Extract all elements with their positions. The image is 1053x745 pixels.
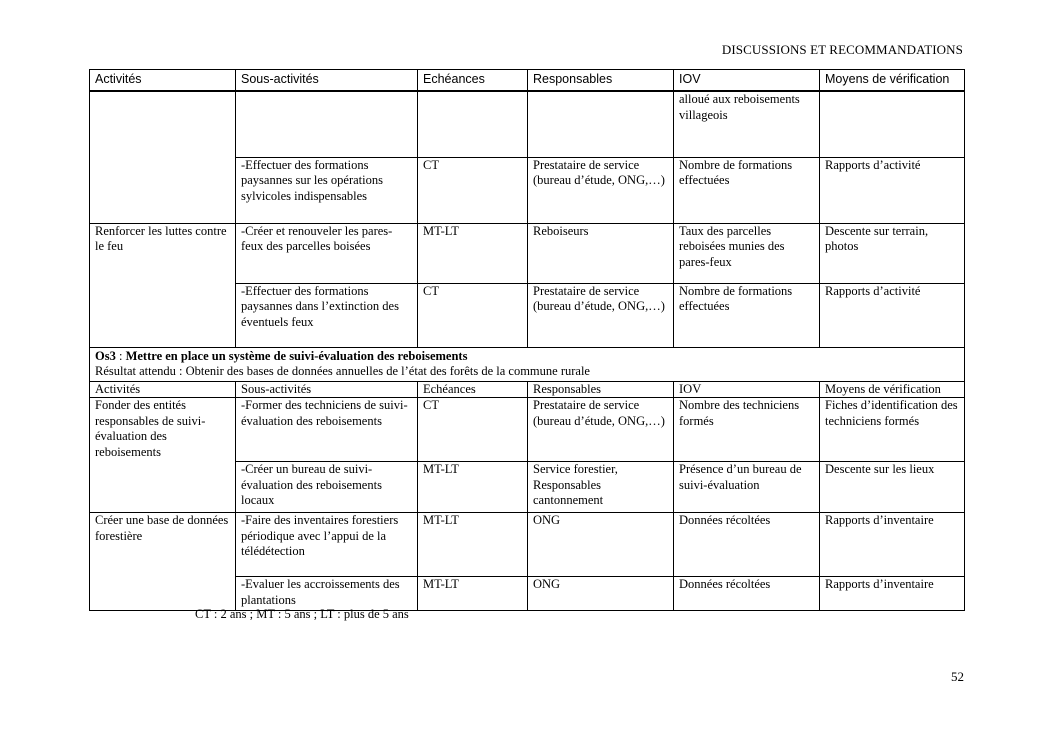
table-row (90, 223, 965, 283)
col-header-echeances: Echéances (418, 70, 528, 92)
cell-moyens: Rapports d’inventaire (820, 513, 965, 577)
cell-iov: Nombre de formations effectuées (674, 157, 820, 223)
cell-iov: Taux des parcelles reboisées munies des pares-feux (674, 223, 820, 283)
table-row (90, 283, 965, 347)
cell-moyens: Rapports d’inventaire (820, 577, 965, 611)
table-row (90, 462, 965, 513)
recommendations-table (89, 69, 965, 611)
cell-responsable (528, 91, 674, 157)
cell-sous-activite: -Former des techniciens de suivi-évaluation des reboisements (236, 398, 418, 462)
subheader-responsables: Responsables (528, 381, 674, 398)
os3-section-cell (90, 347, 965, 381)
cell-activite: Créer une base de données forestière (90, 513, 236, 577)
footnote: CT : 2 ans ; MT : 5 ans ; LT : plus de 5 ans (195, 607, 409, 621)
cell-moyens: Rapports d’activité (820, 157, 965, 223)
cell-echeance: CT (418, 157, 528, 223)
cell-responsable: Service forestier, Responsables cantonnement (528, 462, 674, 513)
col-header-sous-activites: Sous-activités (236, 70, 418, 92)
cell-sous-activite: -Evaluer les accroissements des plantations (236, 577, 418, 611)
cell-sous-activite (236, 91, 418, 157)
subheader-echeances: Echéances (418, 381, 528, 398)
table-row (90, 398, 965, 462)
cell-moyens (820, 91, 965, 157)
cell-iov: Présence d’un bureau de suivi-évaluation (674, 462, 820, 513)
subheader-moyens: Moyens de vérification (820, 381, 965, 398)
cell-sous-activite: -Effectuer des formations paysannes sur les opérations sylvicoles indispensables (236, 157, 418, 223)
running-header: DISCUSSIONS ET RECOMMANDATIONS (721, 42, 963, 57)
cell-sous-activite: -Effectuer des formations paysannes dans l’extinction des éventuels feux (236, 283, 418, 347)
cell-activite (90, 283, 236, 347)
cell-responsable: Prestataire de service (bureau d’étude, ONG,…) (528, 398, 674, 462)
cell-responsable: ONG (528, 577, 674, 611)
os3-expected-result: Résultat attendu : Obtenir des bases de données annuelles de l’état des forêts de la commune rurale (95, 364, 590, 378)
cell-activite (90, 577, 236, 611)
cell-echeance: MT-LT (418, 513, 528, 577)
cell-echeance: CT (418, 283, 528, 347)
cell-activite: Fonder des entités responsables de suivi-évaluation des reboisements (90, 398, 236, 462)
cell-responsable: Prestataire de service (bureau d’étude, ONG,…) (528, 283, 674, 347)
col-header-moyens: Moyens de vérification (820, 70, 965, 92)
os3-heading (95, 349, 959, 365)
cell-echeance (418, 91, 528, 157)
col-header-responsables: Responsables (528, 70, 674, 92)
cell-sous-activite: -Créer et renouveler les pares-feux des parcelles boisées (236, 223, 418, 283)
cell-activite: Renforcer les luttes contre le feu (90, 223, 236, 283)
os3-separator: : (115, 348, 126, 363)
cell-echeance: MT-LT (418, 577, 528, 611)
cell-iov: Données récoltées (674, 513, 820, 577)
cell-sous-activite: -Faire des inventaires forestiers périodique avec l’appui de la télédétection (236, 513, 418, 577)
cell-echeance: CT (418, 398, 528, 462)
cell-moyens: Descente sur terrain, photos (820, 223, 965, 283)
os3-section-row (90, 347, 965, 381)
table-header-row (90, 70, 965, 92)
table-row (90, 513, 965, 577)
os3-label: Os3 (95, 348, 116, 363)
col-header-iov: IOV (674, 70, 820, 92)
cell-responsable: ONG (528, 513, 674, 577)
table-row (90, 91, 965, 157)
cell-activite (90, 157, 236, 223)
cell-iov: Données récoltées (674, 577, 820, 611)
cell-echeance: MT-LT (418, 462, 528, 513)
cell-responsable: Prestataire de service (bureau d’étude, ONG,…) (528, 157, 674, 223)
cell-iov: Nombre des techniciens formés (674, 398, 820, 462)
col-header-activites: Activités (90, 70, 236, 92)
cell-moyens: Descente sur les lieux (820, 462, 965, 513)
os3-title: Mettre en place un système de suivi-évaluation des reboisements (125, 348, 468, 363)
cell-moyens: Rapports d’activité (820, 283, 965, 347)
cell-responsable: Reboiseurs (528, 223, 674, 283)
subheader-sous-activites: Sous-activités (236, 381, 418, 398)
table-subheader-row (90, 381, 965, 398)
cell-activite (90, 91, 236, 157)
table-row (90, 157, 965, 223)
cell-moyens: Fiches d’identification des techniciens formés (820, 398, 965, 462)
cell-sous-activite: -Créer un bureau de suivi-évaluation des reboisements locaux (236, 462, 418, 513)
subheader-iov: IOV (674, 381, 820, 398)
cell-echeance: MT-LT (418, 223, 528, 283)
page-number: 52 (951, 669, 964, 684)
cell-iov: Nombre de formations effectuées (674, 283, 820, 347)
cell-activite (90, 462, 236, 513)
table-row (90, 577, 965, 611)
cell-iov: alloué aux reboisements villageois (674, 91, 820, 157)
subheader-activites: Activités (90, 381, 236, 398)
